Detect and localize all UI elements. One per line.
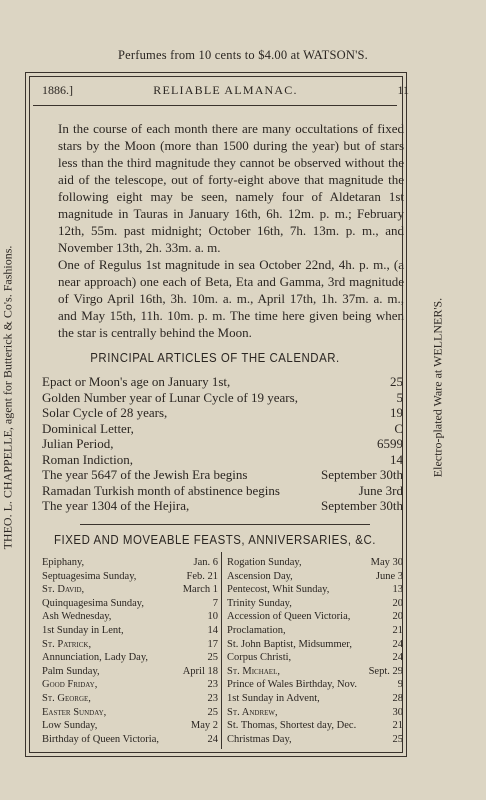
row-label: St. Andrew, [227, 706, 278, 718]
row-label: St. Michael, [227, 665, 280, 677]
row-value: 23 [207, 693, 218, 704]
row-value: C [394, 420, 403, 436]
row-label: Trinity Sunday, [227, 597, 292, 609]
row-label: Proclamation, [227, 625, 286, 636]
occultations-paragraph: In the course of each month there are many occultations of fixed stars by the Moon (more than 1500 during the year) but of stars less than the third magnitude they cannot be observed without the aid of the telescope, out of forty-eight above that magnitude the following eight may be seen, namely four of Aldetaran 1st magnitude in Tauras in January 16th, 6h. 12m. p. m.; February 12th, 55m. past midnight; October 16th, 7h. 13m. p. m., and November 13th, 2h. 33m. a. m. [58, 121, 404, 255]
right-side-advertisement: Electro-plated Ware at WELLNER'S. [430, 297, 445, 478]
row-value: 14 [207, 625, 218, 636]
row-value: June 3 [375, 570, 403, 582]
row-label: The year 5647 of the Jewish Era begins [42, 467, 248, 482]
row-label: Quinquagesima Sunday, [42, 597, 144, 609]
row-label: St. Thomas, Shortest day, Dec. [227, 720, 357, 732]
page-header [42, 83, 409, 101]
row-label: Ramadan Turkish month of abstinence begins [42, 482, 280, 498]
row-value: Sept. 29 [368, 665, 403, 677]
row-label: Pentecost, Whit Sunday, [227, 584, 330, 596]
row-value: May 2 [190, 720, 218, 732]
row-label: Prince of Wales Birthday, Nov. [227, 679, 357, 691]
row-value: 30 [392, 706, 403, 718]
row-label: Easter Sunday, [42, 706, 107, 718]
row-value: 10 [207, 611, 218, 623]
row-label: 1st Sunday in Lent, [42, 625, 124, 636]
row-label: 1st Sunday in Advent, [227, 693, 320, 704]
header-year: 1886.] [42, 83, 73, 97]
row-value: 24 [207, 733, 218, 745]
principal-articles-heading: PRINCIPAL ARTICLES OF THE CALENDAR. [90, 350, 340, 365]
header-title: RELIABLE ALMANAC. [153, 83, 298, 97]
row-label: Dominical Letter, [42, 420, 134, 436]
row-label: Palm Sunday, [42, 665, 100, 677]
row-value: 6599 [377, 436, 403, 451]
header-rule [33, 105, 397, 106]
row-value: September 30th [321, 498, 403, 513]
row-value: 23 [207, 679, 218, 691]
row-value: 13 [392, 584, 403, 596]
section-rule [80, 524, 370, 525]
row-label: Epiphany, [42, 557, 85, 568]
row-value: 25 [207, 706, 218, 718]
row-label: Christmas Day, [227, 733, 292, 745]
row-label: St. George, [42, 693, 91, 704]
left-side-advertisement: THEO. L. CHAPPELLE, agent for Butterick & Co's. Fashions. [0, 245, 15, 550]
row-value: 25 [392, 733, 403, 745]
row-value: March 1 [182, 584, 218, 596]
row-value: 7 [212, 597, 218, 609]
row-value: Feb. 21 [186, 570, 218, 582]
row-value: June 3rd [358, 482, 403, 498]
row-label: Ascension Day, [227, 570, 293, 582]
regulus-paragraph: One of Regulus 1st magnitude in sea October 22nd, 4h. p. m., (a near approach) one each of Beta, Eta and Gamma, 3rd magnitude of Virgo April 16th, 3h. 10m. a. m., April 17th, 1h. 37m. a. m., and May 15th, 11h. 10m. p. m. The time here given being when the star is centrally behind the Moon. [58, 257, 404, 340]
row-label: St. Patrick, [42, 638, 92, 650]
row-label: Epact or Moon's age on January 1st, [42, 374, 231, 389]
row-label: Annunciation, Lady Day, [42, 652, 149, 664]
row-value: September 30th [321, 467, 403, 482]
row-value: 5 [396, 389, 403, 405]
row-value: 21 [392, 625, 403, 636]
row-label: The year 1304 of the Hejira, [42, 498, 190, 513]
row-value: 14 [390, 451, 403, 467]
row-value: 25 [390, 374, 403, 389]
row-label: Rogation Sunday, [227, 557, 302, 568]
row-value: 9 [397, 679, 403, 691]
row-value: May 30 [370, 557, 403, 568]
row-label: Julian Period, [42, 436, 114, 451]
row-label: St. David, [42, 584, 85, 596]
row-label: Septuagesima Sunday, [42, 570, 137, 582]
row-value: 19 [390, 405, 403, 420]
row-label: St. John Baptist, Midsummer, [227, 638, 353, 650]
row-value: 25 [207, 652, 218, 664]
row-value: 20 [392, 611, 403, 623]
top-advertisement: Perfumes from 10 cents to $4.00 at WATSON'S. [117, 48, 369, 62]
row-label: Birthday of Queen Victoria, [42, 733, 159, 745]
row-label: Accession of Queen Victoria, [227, 611, 351, 623]
feasts-column-divider [221, 552, 222, 749]
row-value: 17 [207, 638, 218, 650]
row-value: April 18 [182, 665, 218, 677]
row-label: Corpus Christi, [227, 652, 292, 664]
row-value: 21 [392, 720, 403, 732]
row-label: Solar Cycle of 28 years, [42, 405, 168, 420]
row-label: Good Friday, [42, 679, 98, 691]
row-label: Low Sunday, [42, 720, 98, 732]
row-label: Roman Indiction, [42, 451, 133, 467]
row-value: Jan. 6 [193, 557, 218, 568]
row-value: 24 [392, 638, 403, 650]
row-value: 28 [392, 693, 403, 704]
row-value: 20 [392, 597, 403, 609]
feasts-heading: FIXED AND MOVEABLE FEASTS, ANNIVERSARIES, &C. [54, 532, 376, 547]
row-label: Ash Wednesday, [42, 611, 112, 623]
row-value: 24 [392, 652, 403, 664]
header-page-number: 11 [397, 83, 409, 97]
row-label: Golden Number year of Lunar Cycle of 19 years, [42, 389, 298, 405]
